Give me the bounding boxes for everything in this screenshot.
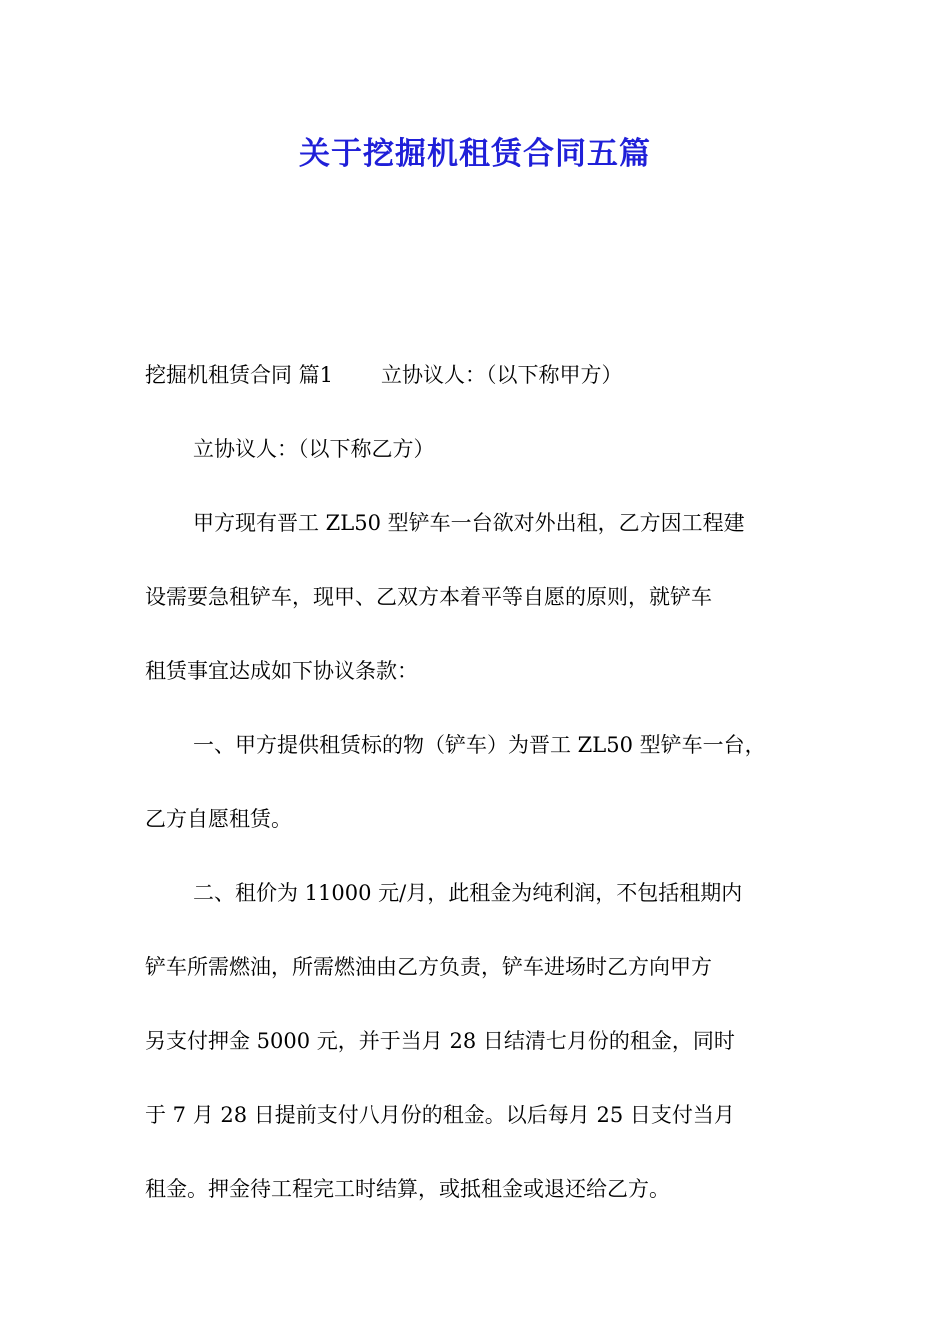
- clause-two-line: 租金。押金待工程完工时结算，或抵租金或退还给乙方。: [145, 1177, 670, 1201]
- clause-two-line: 铲车所需燃油，所需燃油由乙方负责，铲车进场时乙方向甲方: [145, 955, 712, 979]
- document-body: [145, 338, 835, 1226]
- party-b-line: 立协议人：（以下称乙方）: [193, 437, 435, 461]
- paragraph-line: 租赁事宜达成如下协议条款：: [145, 659, 418, 683]
- clause-one-line: 一、甲方提供租赁标的物（铲车）为晋工 ZL50 型铲车一台，: [193, 733, 766, 757]
- paragraph-line: 甲方现有晋工 ZL50 型铲车一台欲对外出租，乙方因工程建: [193, 511, 745, 535]
- document-title: 关于挖掘机租赁合同五篇: [299, 136, 651, 172]
- heading-line: [145, 338, 835, 412]
- clause-one-line: 乙方自愿租赁。: [145, 807, 292, 831]
- paragraph-line: 设需要急租铲车，现甲、乙双方本着平等自愿的原则，就铲车: [145, 585, 712, 609]
- party-a-line: 立协议人：（以下称甲方）: [381, 363, 623, 387]
- clause-two-line: 二、租价为 11000 元/月，此租金为纯利润，不包括租期内: [193, 881, 743, 905]
- clause-two-line: 另支付押金 5000 元，并于当月 28 日结清七月份的租金，同时: [145, 1029, 735, 1053]
- clause-two-line: 于 7 月 28 日提前支付八月份的租金。以后每月 25 日支付当月: [145, 1103, 735, 1127]
- section-label: 挖掘机租赁合同 篇1: [145, 363, 334, 387]
